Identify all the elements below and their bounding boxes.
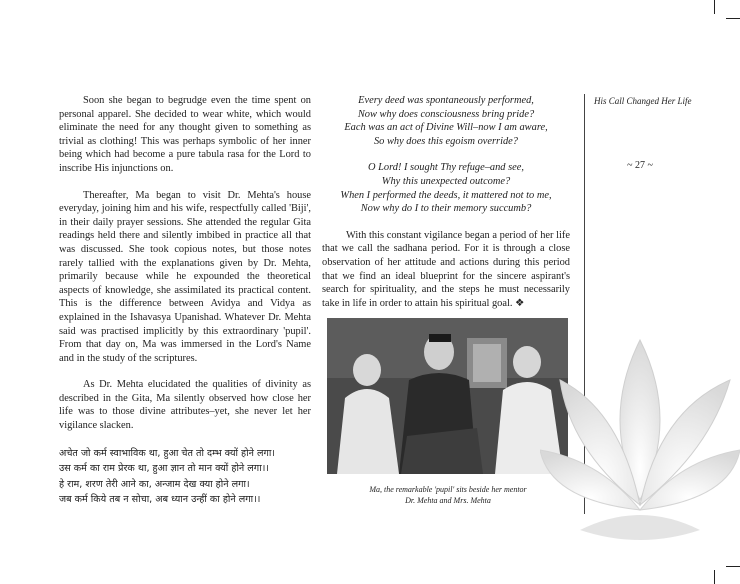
poem-line: Now why do I to their memory succumb? [360, 203, 532, 215]
crop-mark [714, 0, 715, 14]
poem-stanza [322, 94, 570, 148]
photo-illustration [327, 318, 568, 474]
paragraph: Thereafter, Ma began to visit Dr. Mehta's house everyday, joining him and his wife, respectfully called 'Biji', in their daily prayer sessions. She attended the regular Gita readings held there and silently imbibed in practice all that was discussed. She took copious notes, but those notes rarely tallied with the explanations given by Dr. Mehta, primarily because while he expounded the theoretical aspects of knowledge, she assimilated its practical content. This is the difference between Avidya and Vidya as explained in the Ishavasya Upanishad. Whatever Dr. Mehta said was practised implicitly by this extraordinary 'pupil'. From that day on, Ma was immersed in the Lord's Name and in the study of the scriptures. [59, 189, 311, 364]
photo-ma-with-mentor [327, 318, 568, 474]
poem-line: Every deed was spontaneously performed, [358, 95, 534, 106]
caption-line: Ma, the remarkable 'pupil' sits beside her mentor [369, 485, 527, 494]
hindi-verse [59, 446, 311, 508]
paragraph: Soon she began to begrudge even the time spent on personal apparel. She decided to wear white, which would eliminate the need for any thought given to something as trivial as clothing! This was perhaps symbolic of her inner being which had become a pure tabula rasa for the Lord to inscribe His injunctions on. [59, 95, 311, 174]
caption-line: Dr. Mehta and Mrs. Mehta [405, 496, 491, 505]
hindi-line: उस कर्म का राम प्रेरक था, हुआ ज्ञान तो मान क्यों होने लगा।। [59, 463, 269, 475]
page-number: ~ 27 ~ [627, 160, 653, 171]
lotus-illustration [540, 300, 740, 584]
photo-caption [322, 484, 574, 506]
poem-line: So why does this egoism override? [373, 135, 518, 147]
crop-mark [726, 18, 740, 19]
poem-stanza [322, 161, 570, 215]
poem-line: When I performed the deeds, it mattered not to me, [340, 189, 552, 201]
left-column [59, 94, 311, 508]
middle-column [322, 94, 570, 310]
hindi-line: जब कर्म किये तब न सोचा, अब ध्यान उन्हीं का होने लगा।। [59, 494, 261, 506]
hindi-line: हे राम, शरण तेरी आने का, अन्जाम देख क्या होने लगा। [59, 478, 250, 490]
paragraph: As Dr. Mehta elucidated the qualities of divinity as described in the Gita, Ma silently observed how close her life was to those divine attributes–yet, she never let her vigilance slacken. [59, 379, 311, 432]
paragraph: With this constant vigilance began a period of her life that we call the sadhana period. For it is through a close observation of her attitude and actions during this period that we find an ideal blueprint for the sincere aspirant's search for spirituality, and the steps he must necessarily take in life in order to attain his spiritual goal. ❖ [322, 229, 570, 309]
hindi-line: अचेत जो कर्म स्वाभाविक था, हुआ चेत तो दम्भ क्यों होने लगा। [59, 447, 276, 459]
poem-line: Each was an act of Divine Will–now I am aware, [344, 122, 548, 134]
poem-line: Why this unexpected outcome? [381, 175, 511, 187]
poem-line: O Lord! I sought Thy refuge–and see, [368, 162, 524, 174]
running-head: His Call Changed Her Life [594, 96, 692, 106]
poem-line: Now why does consciousness bring pride? [357, 108, 535, 120]
